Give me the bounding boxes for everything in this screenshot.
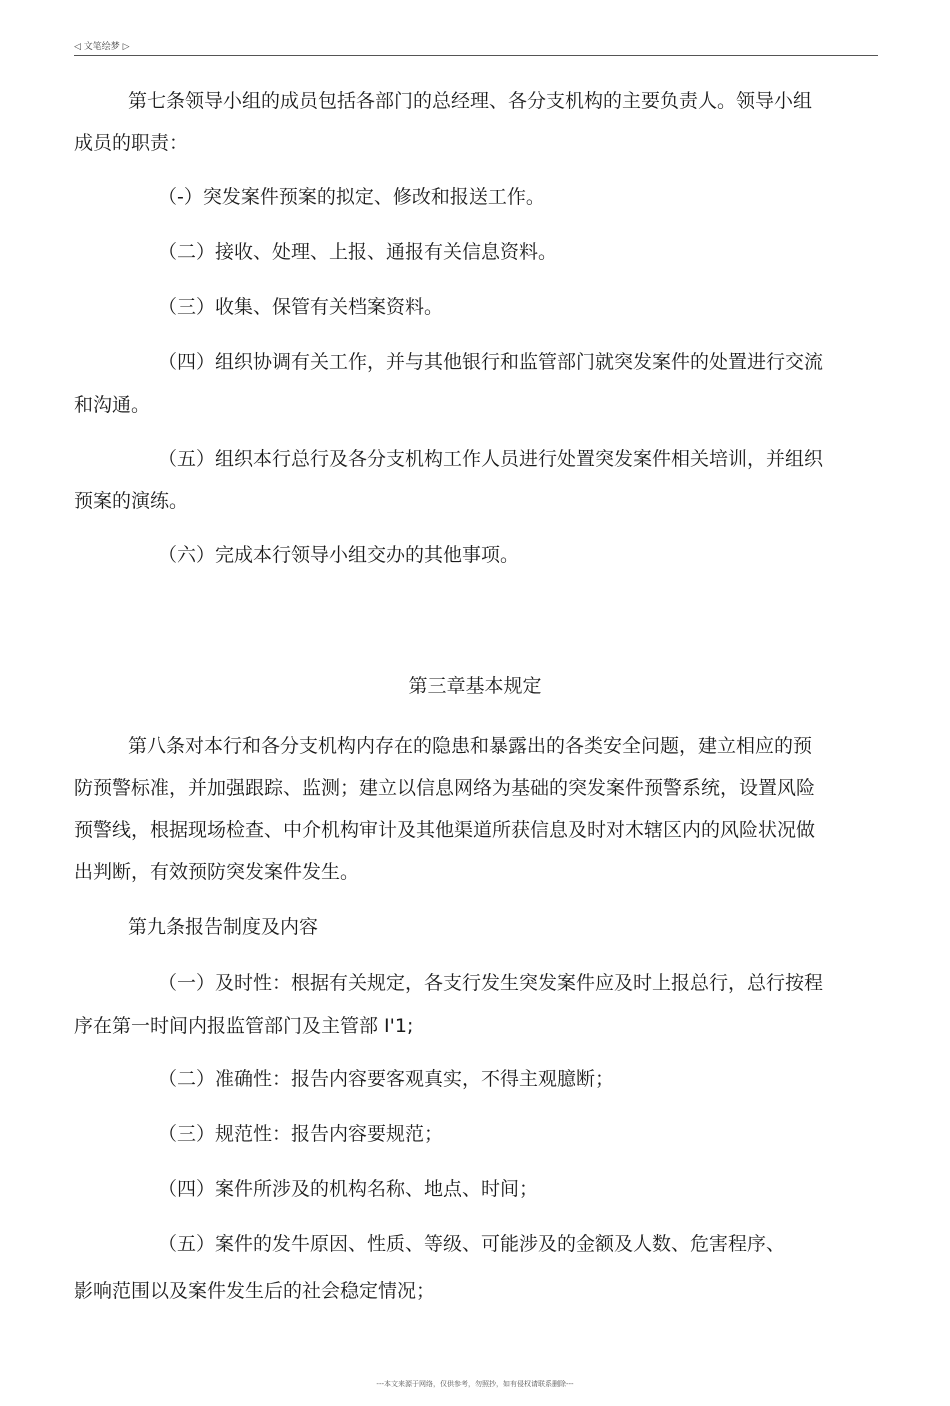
article9-item-5: （五）案件的发牛原因、性质、等级、可能涉及的金额及人数、危害程序、 [158, 1233, 786, 1255]
article7-item-5: （五）组织本行总行及各分支机构工作人员进行处置突发案件相关培训，并组织 [158, 448, 824, 470]
article9-item-4: （四）案件所涉及的机构名称、地点、时间； [158, 1178, 539, 1200]
article7-item-5-cont: 预案的演练。 [74, 490, 189, 512]
article7-line-2: 成员的职责： [74, 132, 189, 154]
article8-line-1: 第八条对本行和各分支机构内存在的隐患和暴露出的各类安全问题，建立相应的预 [128, 735, 813, 757]
article7-item-1: （-）突发案件预案的拟定、修改和报送工作。 [158, 186, 545, 208]
article9-title: 第九条报告制度及内容 [128, 916, 319, 938]
page-header: ◁ 文笔绘梦 ▷ [74, 42, 130, 52]
article7-item-4-cont: 和沟通。 [74, 394, 151, 416]
article7-line-1: 第七条领导小组的成员包括各部门的总经理、各分支机构的主要负责人。领导小组 [128, 90, 813, 112]
page-footer: ---本文来源于网络，仅供参考，勿照抄，如有侵权请联系删除--- [376, 1380, 574, 1388]
article9-item-3: （三）规范性：报告内容要规范； [158, 1123, 444, 1145]
article9-item-1-cont: 序在第一时间内报监管部门及主管部 I'1; [74, 1015, 414, 1037]
header-rule [74, 55, 878, 56]
article8-line-2: 防预警标准，并加强跟踪、监测；建立以信息网络为基础的突发案件预警系统，设置风险 [74, 777, 816, 799]
article7-item-2: （二）接收、处理、上报、通报有关信息资料。 [158, 241, 558, 263]
article7-item-3: （三）收集、保管有关档案资料。 [158, 296, 444, 318]
chapter-title: 第三章基本规定 [408, 675, 542, 697]
article7-item-4: （四）组织协调有关工作，并与其他银行和监管部门就突发案件的处置进行交流 [158, 351, 824, 373]
article9-item-5-cont: 影响范围以及案件发生后的社会稳定情况； [74, 1280, 436, 1302]
article8-line-4: 出判断，有效预防突发案件发生。 [74, 861, 360, 883]
article8-line-3: 预警线，根据现场检查、中介机构审计及其他渠道所获信息及时对木辖区内的风险状况做 [74, 819, 816, 841]
article7-item-6: （六）完成本行领导小组交办的其他事项。 [158, 544, 520, 566]
article9-item-2: （二）准确性：报告内容要客观真实，不得主观臆断； [158, 1068, 615, 1090]
article9-item-1: （一）及时性：根据有关规定，各支行发生突发案件应及时上报总行，总行按程 [158, 972, 824, 994]
